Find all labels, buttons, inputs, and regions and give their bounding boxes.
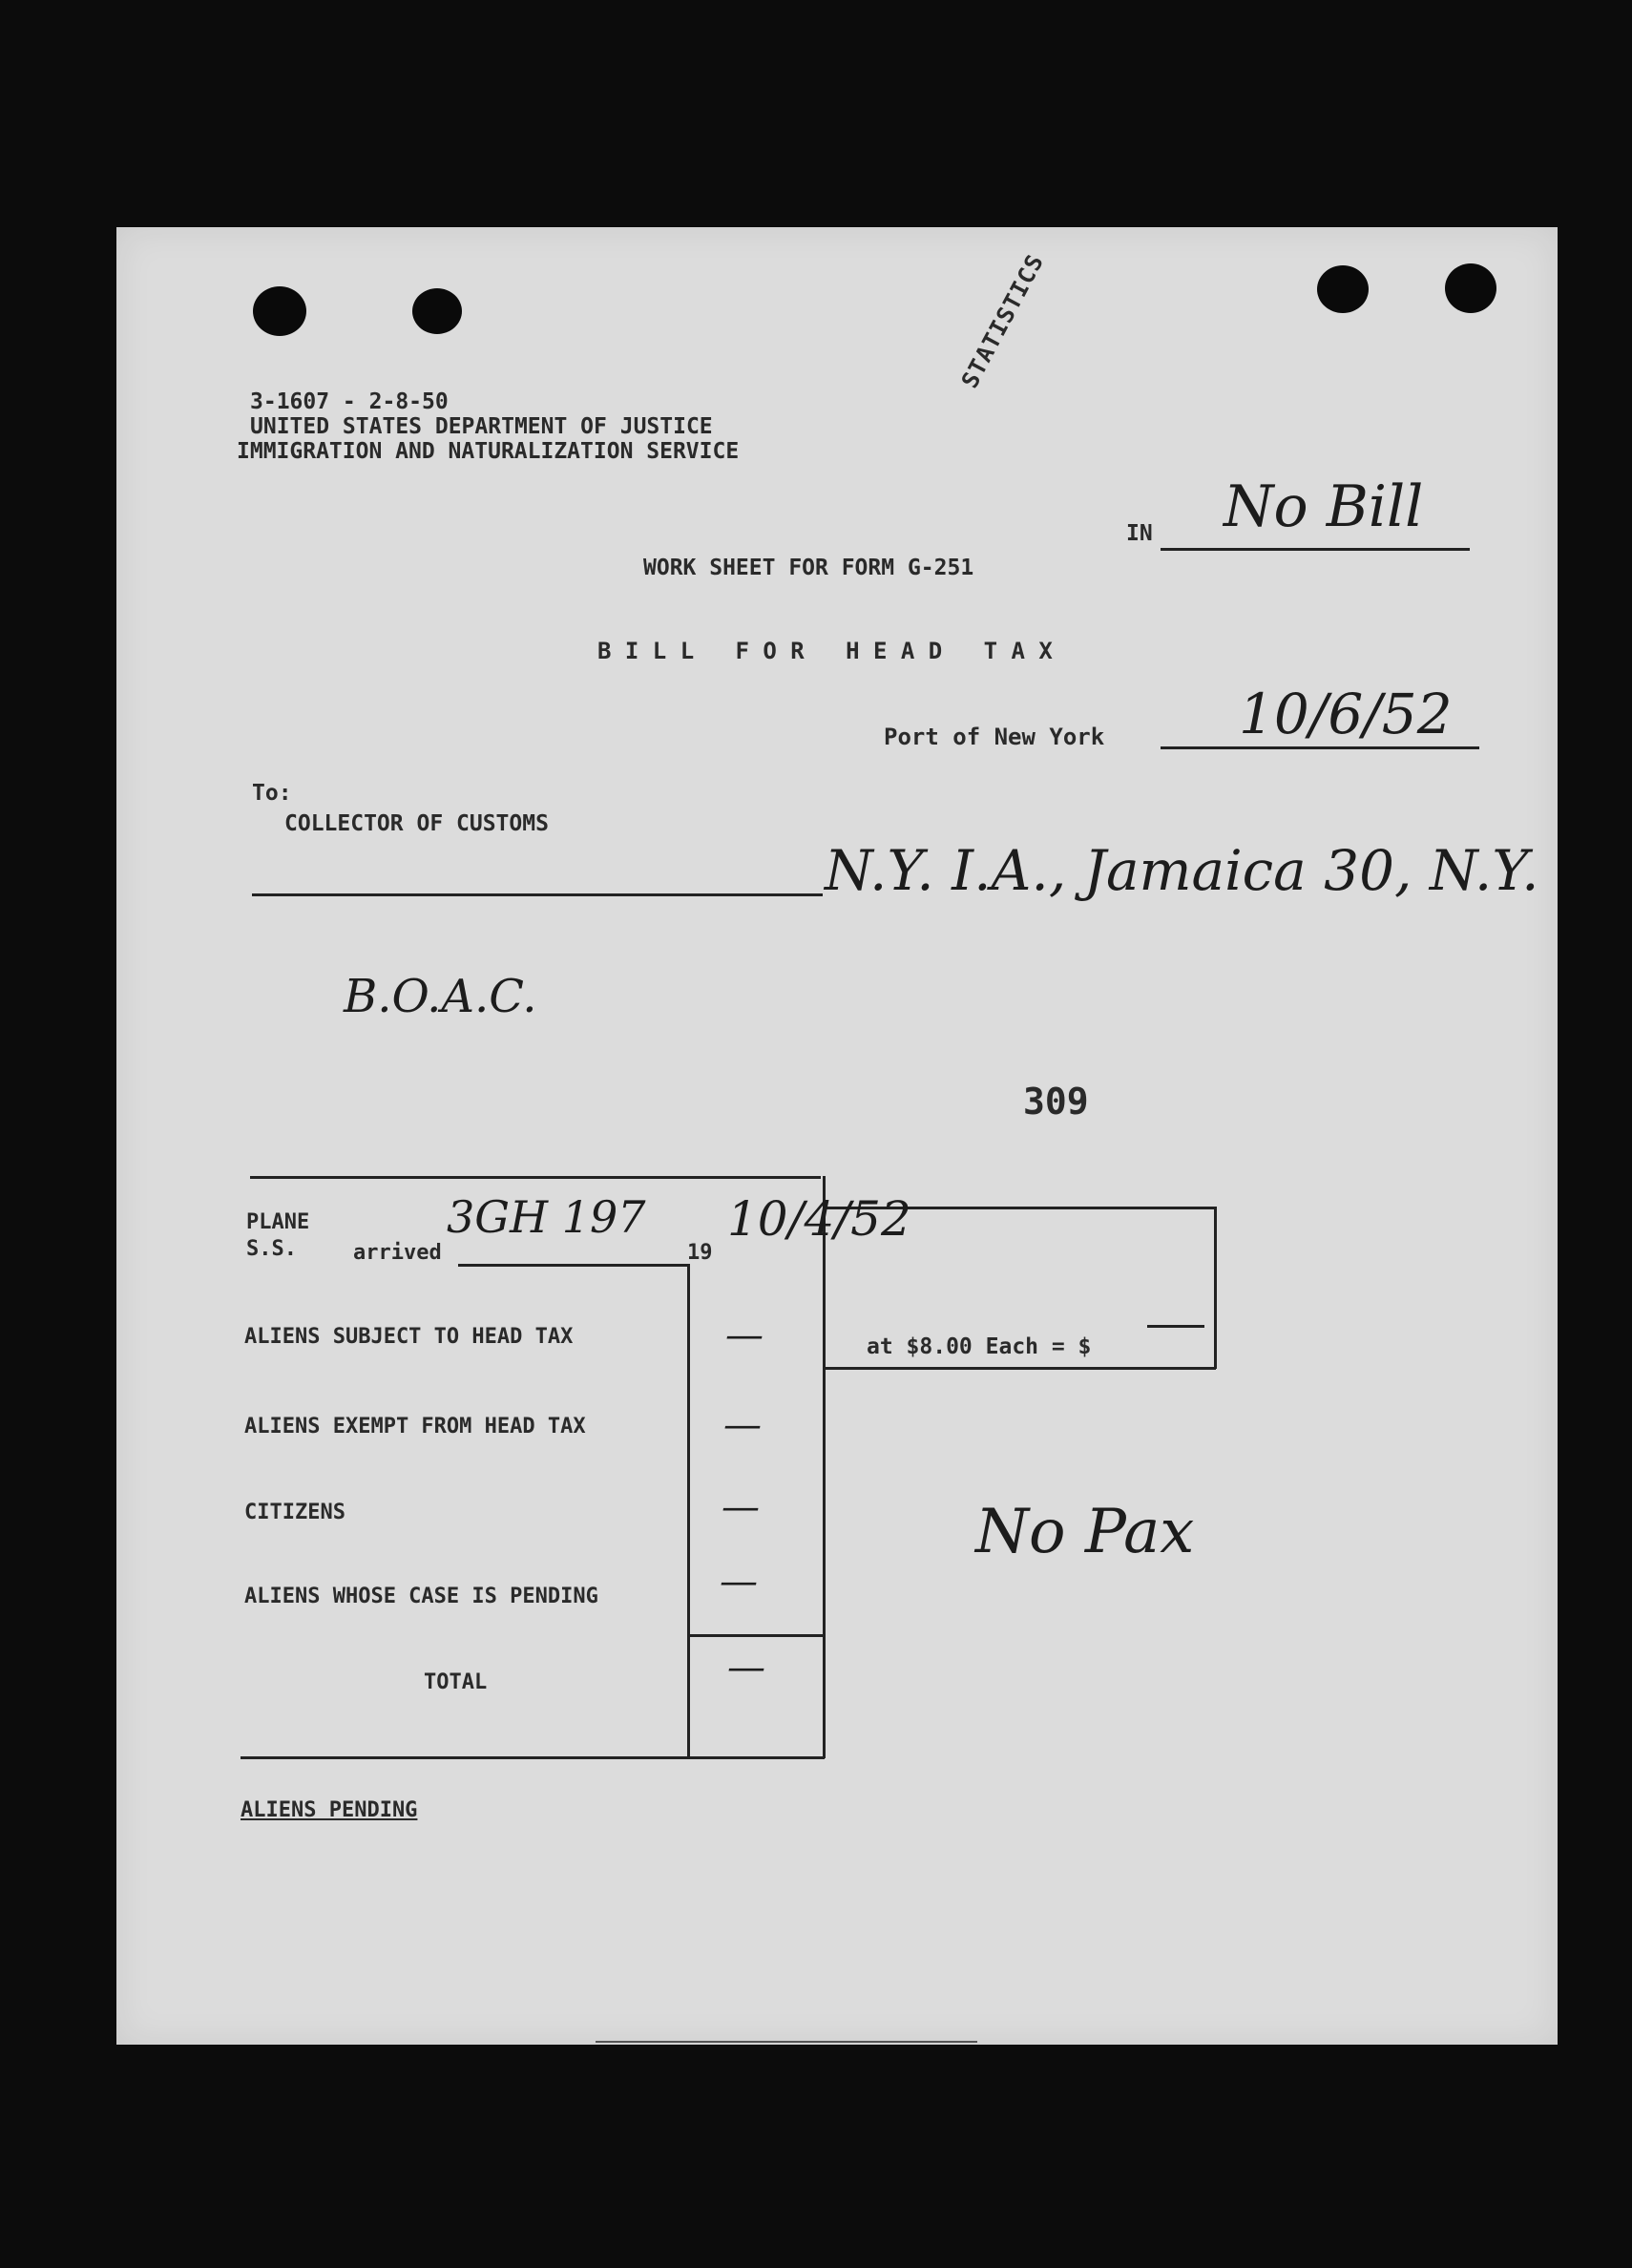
table-right-border	[823, 1176, 826, 1758]
statistics-stamp: STATISTICS	[956, 249, 1050, 393]
address-underline	[252, 893, 823, 896]
form-code: 3-1607 - 2-8-50	[250, 389, 449, 414]
row-value-pending: —	[720, 1560, 758, 1604]
row-label-subject: ALIENS SUBJECT TO HEAD TAX	[244, 1325, 574, 1349]
punch-hole	[412, 288, 462, 334]
arrival-date-handwritten: 10/4/52	[727, 1191, 911, 1247]
row-label-citizens: CITIZENS	[244, 1501, 345, 1524]
worksheet-title: WORK SHEET FOR FORM G-251	[643, 556, 974, 580]
address-handwritten: N.Y. I.A., Jamaica 30, N.Y.	[825, 838, 1539, 903]
arrived-underline	[458, 1264, 689, 1267]
department-name: UNITED STATES DEPARTMENT OF JUSTICE	[250, 414, 713, 439]
sheet-number: 309	[1023, 1081, 1089, 1123]
punch-hole	[1317, 265, 1369, 313]
port-label: Port of New York	[884, 724, 1105, 750]
plane-number-handwritten: 3GH 197	[447, 1191, 646, 1243]
row-label-pending: ALIENS WHOSE CASE IS PENDING	[244, 1585, 598, 1608]
punch-hole	[253, 286, 306, 336]
in-value-handwritten: No Bill	[1224, 473, 1424, 540]
row-value-total: —	[727, 1646, 765, 1690]
rate-text: at $8.00 Each = $	[867, 1334, 1092, 1359]
rate-box-bottom	[823, 1367, 1216, 1370]
arrived-label: arrived	[353, 1241, 442, 1265]
ss-label: S.S.	[246, 1237, 297, 1261]
value-column-left-border	[687, 1264, 690, 1758]
bill-title: B I L L F O R H E A D T A X	[597, 638, 1053, 664]
service-name: IMMIGRATION AND NATURALIZATION SERVICE	[237, 439, 740, 464]
port-date-underline	[1161, 746, 1479, 749]
row-label-exempt: ALIENS EXEMPT FROM HEAD TAX	[244, 1415, 586, 1438]
row-value-subject: —	[725, 1313, 764, 1357]
total-separator	[687, 1634, 825, 1637]
to-label: To:	[252, 781, 292, 806]
in-underline	[1161, 548, 1470, 551]
row-value-citizens: —	[722, 1485, 760, 1529]
table-top-line	[250, 1176, 821, 1179]
plane-label: PLANE	[246, 1210, 310, 1234]
no-pax-handwritten: No Pax	[975, 1497, 1195, 1567]
row-value-exempt: —	[723, 1403, 762, 1447]
aliens-pending-label: ALIENS PENDING	[241, 1798, 418, 1822]
to-recipient: COLLECTOR OF CUSTOMS	[284, 811, 549, 836]
rate-amount-dash	[1147, 1325, 1204, 1328]
table-bottom-line	[241, 1756, 825, 1759]
form-sheet	[116, 227, 1558, 2045]
rate-box-right	[1214, 1207, 1217, 1369]
year-prefix: 19	[687, 1241, 713, 1265]
carrier-handwritten: B.O.A.C.	[344, 970, 537, 1023]
bottom-edge-mark	[596, 2041, 977, 2043]
port-date-handwritten: 10/6/52	[1239, 682, 1453, 746]
punch-hole	[1445, 263, 1496, 313]
in-label: IN	[1126, 521, 1153, 546]
row-label-total: TOTAL	[424, 1670, 488, 1694]
